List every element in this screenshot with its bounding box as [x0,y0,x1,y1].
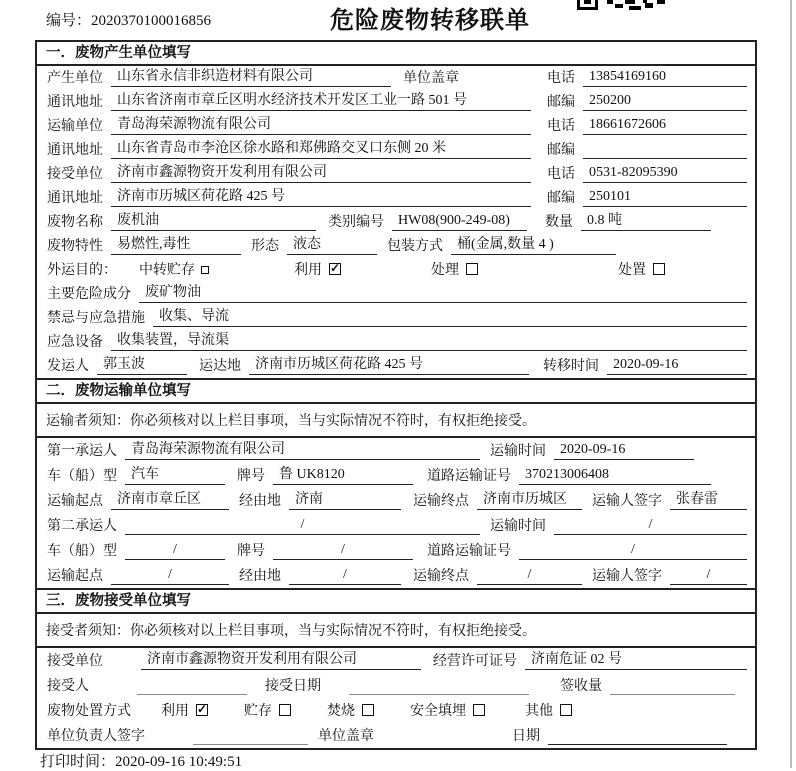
option-label: 利用 [161,704,189,719]
doc-number-value: 2020370100016856 [91,13,212,29]
field-value: / [125,542,225,560]
field-label: 应急设备 [47,335,103,350]
field-value: 济南市历城区荷花路 425 号 [111,185,531,207]
field-label: 车（船）型 [47,544,117,559]
field-label: 外运目的： [47,263,117,278]
row-receive-person [37,673,755,698]
checkbox-icon [466,263,478,275]
row-route2 [37,563,755,588]
checkbox-icon [201,266,209,274]
row-receive-unit [37,648,755,673]
field-value: 济南市鑫源物资开发利用有限公司 [111,161,531,183]
field-label: 经由地 [239,569,281,584]
field-label: 废物处置方式 [47,704,131,719]
field-label: 废物特性 [47,239,103,254]
disposal-option-use [161,700,208,720]
field-value: 370213006408 [519,467,711,485]
field-label: 邮编 [547,191,575,206]
field-label: 经营许可证号 [433,654,517,669]
row-waste-character [37,234,755,258]
field-label: 邮编 [547,143,575,158]
field-label: 数量 [545,215,573,230]
field-value: / [111,567,229,585]
field-value: 汽车 [125,463,225,485]
option-label: 其他 [525,704,553,719]
option-label: 利用 [294,263,322,278]
field-label: 接受人 [47,679,89,694]
field-value: 18661672606 [583,117,747,135]
field-value: 济南市历城区荷花路 425 号 [249,353,529,375]
field-label: 主要危险成分 [47,287,131,302]
row-vehicle2 [37,538,755,563]
field-label: 运输单位 [47,119,103,134]
field-value: 2020-09-16 [554,442,694,460]
field-label: 接受日期 [265,679,321,694]
purpose-option-treat [431,259,478,279]
field-value: 废机油 [111,209,316,231]
purpose-option-use [294,259,341,279]
field-label: 运输起点 [47,569,103,584]
row-producer-address [37,90,755,114]
section3-header: 三．废物接受单位填写 [37,588,755,614]
page-title: 危险废物转移联单 [330,7,530,34]
row-receiver-address [37,186,755,210]
row-route1 [37,488,755,513]
option-label: 贮存 [244,704,272,719]
field-label: 通讯地址 [47,95,103,110]
checkbox-icon [473,704,485,716]
field-value: / [289,567,401,585]
field-value: 山东省济南市章丘区明水经济技术开发区工业一路 501 号 [111,89,531,111]
row-disposal-method [37,698,755,723]
field-value: 济南 [289,488,401,510]
field-label: 车（船）型 [47,469,117,484]
field-label: 包装方式 [387,239,443,254]
row-head-signature [37,723,755,748]
page-right-edge [790,0,792,768]
field-value: 济南危证 02 号 [525,648,747,670]
field-label: 运输终点 [413,494,469,509]
field-value: 山东省青岛市李沧区徐水路和郑佛路交叉口东侧 20 米 [111,137,531,159]
field-label: 形态 [251,239,279,254]
field-value: 液态 [287,233,377,255]
checkbox-icon [196,704,208,716]
option-label: 处理 [431,263,459,278]
field-value: / [477,567,582,585]
field-value: 废矿物油 [139,281,747,303]
field-value: 郭玉波 [97,353,187,375]
field-label: 转移时间 [543,359,599,374]
row-transporter-address [37,138,755,162]
row-producer [37,66,755,90]
checkbox-icon [329,263,341,275]
field-label: 经由地 [239,494,281,509]
field-label: 发运人 [47,359,89,374]
row-taboo [37,306,755,330]
field-label: 禁忌与应急措施 [47,311,145,326]
field-value: / [125,517,480,535]
manifest-table [35,40,757,750]
field-value [349,678,529,695]
seal-label: 单位盖章 [318,729,374,744]
option-label: 中转贮存 [139,263,195,278]
field-value: 张春雷 [670,488,747,510]
field-label: 电话 [547,167,575,182]
field-label: 电话 [547,119,575,134]
receiver-notice: 接受者须知：你必须核对以上栏目事项，当与实际情况不符时，有权拒绝接受。 [37,614,755,648]
section2-header: 二．废物运输单位填写 [37,378,755,404]
field-value: 13854169160 [583,69,747,87]
row-hazard [37,282,755,306]
field-value [583,142,747,159]
field-value: 青岛海荣源物流有限公司 [111,113,531,135]
print-time-value: 2020-09-16 10:49:51 [115,754,243,770]
row-waste-name [37,210,755,234]
field-label: 日期 [512,729,540,744]
field-label: 第二承运人 [47,519,117,534]
field-label: 运输起点 [47,494,103,509]
row-transfer-purpose [37,258,755,282]
field-label: 牌号 [237,544,265,559]
qr-code-fragment [577,0,667,10]
field-value: 250101 [583,189,747,207]
field-label: 通讯地址 [47,143,103,158]
option-label: 焚烧 [327,704,355,719]
field-value: 桶(金属,数量 4 ) [451,233,616,255]
field-label: 接受单位 [47,654,103,669]
print-time-label: 打印时间： [40,754,116,770]
field-value: HW08(900-249-08) [392,213,527,231]
field-value: / [519,542,747,560]
checkbox-icon [279,704,291,716]
transporter-notice: 运输者须知：你必须核对以上栏目事项，当与实际情况不符时，有权拒绝接受。 [37,404,755,438]
field-label: 邮编 [547,95,575,110]
field-label: 运输时间 [490,444,546,459]
row-sender [37,354,755,378]
row-carrier1 [37,438,755,463]
field-value [193,728,308,745]
field-value: 易燃性,毒性 [111,233,241,255]
row-equipment [37,330,755,354]
field-label: 第一承运人 [47,444,117,459]
seal-label: 单位盖章 [403,71,459,86]
disposal-option-store [244,700,291,720]
field-label: 道路运输证号 [427,469,511,484]
field-label: 牌号 [237,469,265,484]
checkbox-icon [560,704,572,716]
field-label: 运达地 [199,359,241,374]
field-value: / [273,542,413,560]
disposal-option-landfill [410,700,485,720]
field-label: 电话 [547,71,575,86]
field-value: 青岛海荣源物流有限公司 [125,438,480,460]
field-label: 通讯地址 [47,191,103,206]
checkbox-icon [362,704,374,716]
section1-header: 一．废物产生单位填写 [37,42,755,66]
purpose-option-storage [139,259,209,279]
field-value: 0.8 吨 [581,209,711,231]
field-label: 产生单位 [47,71,103,86]
row-transporter [37,114,755,138]
field-value [610,678,735,695]
option-label: 处置 [618,263,646,278]
field-value: / [554,517,747,535]
row-receiver [37,162,755,186]
field-label: 道路运输证号 [427,544,511,559]
field-value: / [670,567,747,585]
disposal-option-other [525,700,572,720]
field-value: 济南市章丘区 [111,488,229,510]
field-value [137,678,247,695]
field-label: 接受单位 [47,167,103,182]
field-value: 收集装置，导流渠 [111,329,747,351]
field-label: 类别编号 [328,215,384,230]
field-value: 0531-82095390 [583,165,747,183]
checkbox-icon [653,263,665,275]
field-value: 济南市历城区 [477,488,582,510]
purpose-option-dispose [618,259,665,279]
field-value [548,728,727,745]
field-value: 鲁 UK8120 [273,463,413,485]
disposal-option-burn [327,700,374,720]
row-carrier2 [37,513,755,538]
doc-number-label: 编号： [46,13,92,29]
field-label: 运输终点 [413,569,469,584]
field-value: 济南市鑫源物资开发利用有限公司 [141,648,421,670]
row-vehicle1 [37,463,755,488]
field-label: 运输人签字 [592,569,662,584]
field-label: 运输人签字 [592,494,662,509]
field-value: 山东省永信非织造材料有限公司 [111,65,391,87]
field-value: 250200 [583,93,747,111]
field-label: 废物名称 [47,215,103,230]
field-label: 签收量 [560,679,602,694]
field-label: 运输时间 [490,519,546,534]
field-value: 2020-09-16 [607,357,747,375]
option-label: 安全填埋 [410,704,466,719]
field-value: 收集、导流 [153,305,747,327]
field-label: 单位负责人签字 [47,729,145,744]
